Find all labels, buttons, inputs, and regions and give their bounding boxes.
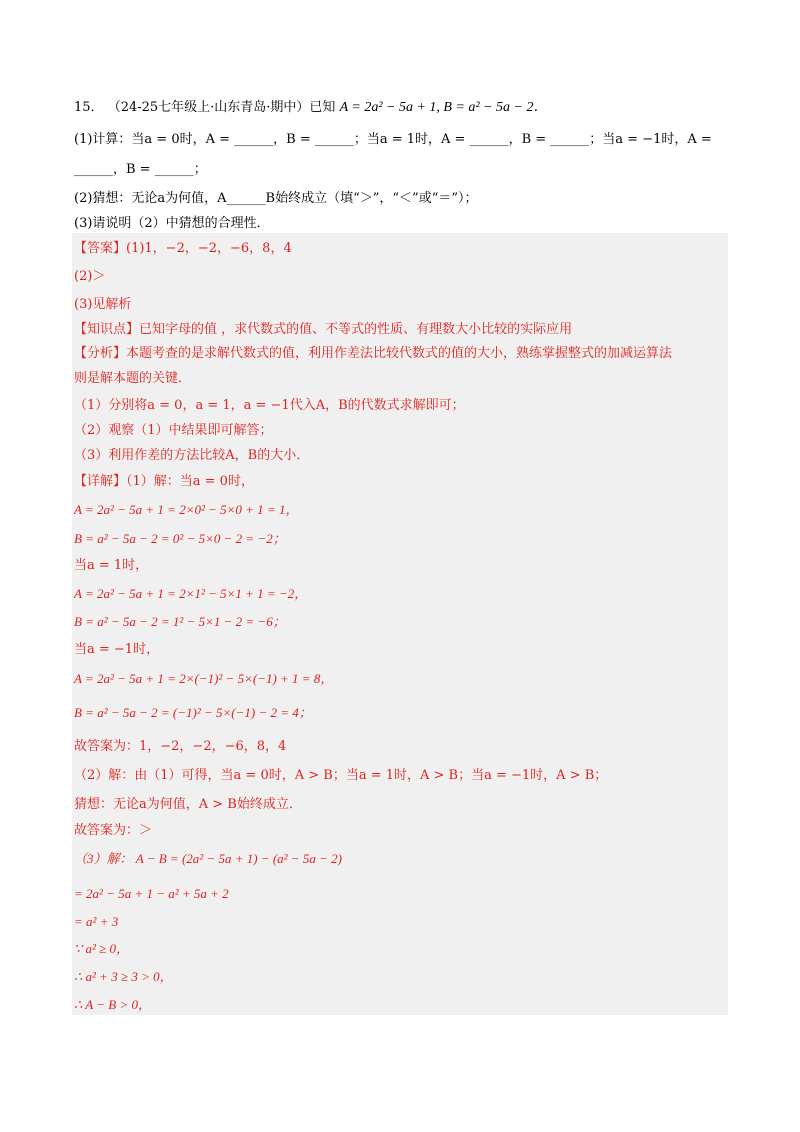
detail-eq-1: A = 2a² − 5a + 1 = 2×0² − 5×0 + 1 = 1， (74, 502, 299, 517)
part2-text: (2)猜想：无论a为何值，A______B始终成立（填“＞”，“＜”或“＝”）； (74, 191, 478, 206)
analysis-step-3: （3）利用作差的方法比较A，B的大小． (74, 448, 310, 463)
part1-line1: (1)计算：当a = 0时，A = ______，B = ______；当a = 1时，A = ______，B = ______；当a = −1时，A = (74, 132, 712, 147)
analysis-line-1: 【分析】本题考查的是求解代数式的值，利用作差法比较代数式的值的大小，熟练掌握整式的加减运算法 (74, 346, 673, 361)
analysis-step-1: （1）分别将a = 0，a = 1，a = −1代入A，B的代数式求解即可； (74, 398, 465, 413)
detail-step-a: = 2a² − 5a + 1 − a² + 5a + 2 (74, 886, 229, 901)
answer-line-1: 【答案】(1)1，−2，−2，−6，8，4 (74, 241, 292, 256)
detail-part2: （2）解：由（1）可得，当a = 0时，A > B；当a = 1时，A > B；当a = −1时，A > B； (74, 768, 608, 783)
detail-therefore-2: ∴ A − B > 0， (74, 997, 151, 1012)
detail-eq-3: A = 2a² − 5a + 1 = 2×1² − 5×1 + 1 = −2， (74, 586, 308, 601)
analysis-step-2: （2）观察（1）中结果即可解答； (74, 423, 273, 438)
detail-since: ∵ a² ≥ 0， (74, 941, 130, 956)
question-number: 15． (74, 100, 104, 115)
detail-eq-5: A = 2a² − 5a + 1 = 2×(−1)² − 5×(−1) + 1 = 8， (74, 671, 334, 686)
detail-answer-1: 故答案为：1，−2，−2，−6，8，4 (74, 739, 287, 754)
detail-answer-2: 故答案为：＞ (74, 823, 153, 838)
detail-case-3: 当a = −1时， (74, 642, 160, 657)
given-expressions: A = 2a² − 5a + 1, B = a² − 5a − 2． (339, 100, 548, 115)
detail-eq-4: B = a² − 5a − 2 = 1² − 5×1 − 2 = −6； (74, 614, 286, 629)
answer-line-3: (3)见解析 (74, 297, 132, 312)
part1-line2: ______，B = ______； (74, 162, 207, 177)
question-header (74, 98, 724, 118)
detail-eq-6: B = a² − 5a − 2 = (−1)² − 5×(−1) − 2 = 4； (74, 705, 312, 720)
detail-therefore-1: ∴ a² + 3 ≥ 3 > 0， (74, 969, 173, 984)
part3-text: (3)请说明（2）中猜想的合理性． (74, 216, 270, 231)
detail-heading: 【详解】（1）解：当a = 0时， (74, 474, 254, 489)
detail-guess: 猜想：无论a为何值，A > B始终成立． (74, 797, 302, 812)
knowledge-point: 【知识点】已知字母的值 ，求代数式的值、不等式的性质、有理数大小比较的实际应用 (74, 322, 573, 337)
detail-case-2: 当a = 1时， (74, 558, 149, 573)
answer-line-2: (2)＞ (74, 269, 106, 284)
detail-step-b: = a² + 3 (74, 914, 119, 929)
detail-part3: （3）解： A − B = (2a² − 5a + 1) − (a² − 5a − 2) (74, 851, 342, 866)
detail-eq-2: B = a² − 5a − 2 = 0² − 5×0 − 2 = −2； (74, 531, 286, 546)
question-source: （24-25七年级上·山东青岛·期中）已知 (107, 100, 336, 115)
analysis-line-2: 则是解本题的关键． (74, 371, 192, 386)
